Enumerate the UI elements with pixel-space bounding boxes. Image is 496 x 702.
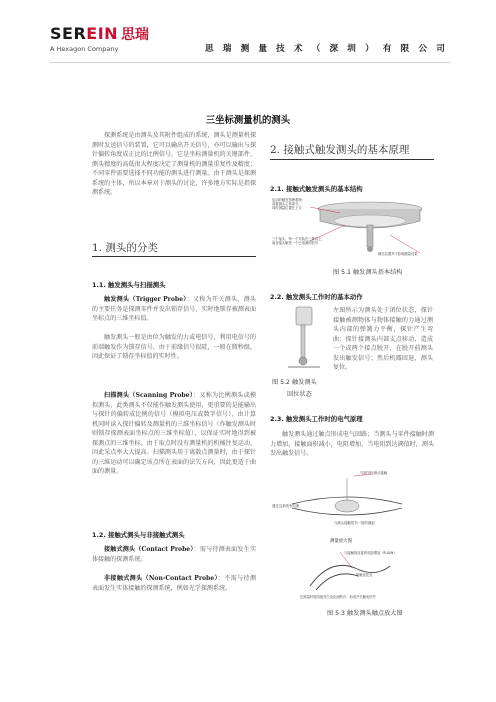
page-title: 三坐标测量机的测头 xyxy=(205,115,291,126)
fig1-label: 前置测头主体部分， xyxy=(272,202,302,207)
figure-5-2-caption-line2: 回位状态 xyxy=(287,391,312,398)
fig4-label: 在测量时电阻值发生变化而断开，形成开关触发信号 xyxy=(300,595,376,599)
section2-3-heading: 2.3. 触发测头工作时的电气原理 xyxy=(270,415,363,423)
trigger-action-paragraph: 左图所示为测头处于闭位状态，探针接触被测物体与物体接触的力通过测头内部的弹簧力平衡，探针产生弯曲；探针接测头内部支点移动，造成一个或两个接点脱开，在脱开前测头发出触发信号；然后机器回退，测头复位。 xyxy=(333,307,433,371)
figure-contact-zoom xyxy=(300,538,435,604)
intro-paragraph: 探测系统是由测头及其附件组成的系统，测头是测量机探测时发送信号的装置，它可以输出开关信号，亦可以输出与探针偏转角度成正比的比例信号，它是坐标测量机的关键部件，测头精度的高低很大程度决定了测量机的测量重复性及精度；不同零件需要选择不同功能的测头进行测量。由于测头是探测系统的主体，所以本章对于测头的讨论，许多地方实际是指探测系统。 xyxy=(92,132,256,196)
company-logo xyxy=(50,24,180,58)
fig3-label: 通过这条线有电流 xyxy=(272,504,300,508)
trigger-signal-paragraph: 触发测头一般是由位为触发的力或电信号，利用电信号的前端触发作为锁存信号。由于前缘信号很陡，一般在微秒级，因此保证了锁存坐标值的实时性。 xyxy=(92,334,256,360)
section1-heading: 1. 测头的分类 xyxy=(92,242,158,254)
section2-1-heading: 2.1. 接触式触发测头的基本结构 xyxy=(270,185,363,193)
figure-electrical xyxy=(272,470,422,532)
fig1-label: 静态位置并不影响测量结果 xyxy=(378,252,418,256)
section1-1-heading: 1.1. 触发测头与扫描测头 xyxy=(92,281,166,289)
section2-heading: 2. 接触式触发测头的基本原理 xyxy=(270,144,410,156)
electrical-principle-paragraph: 触发测头通过触点形成电气回路；当测头与零件接触时测力增加，接触面积减小，电阻增加，当电阻到达阈值时，测头发出触发信号。 xyxy=(270,431,434,457)
section1-rule xyxy=(92,256,256,257)
section2-rule xyxy=(270,159,434,160)
figure-5-2-caption-line1: 图 5.2 触发测头 xyxy=(272,379,317,386)
scanning-probe-paragraph: 扫描测头（Scanning Probe）：又称为比例测头或模拟测头，此类测头不仅能作触发测头使用，更重要的是能输出与探针的偏转成比例的信号（模拟电压或数字信号），由计算机同时读入探针偏转及测量机的三维坐标信号（作触发测头时则锁存探测表面坐标点的三维坐标值），以保证实时地得到被探测点的三维坐标。由于取点时没有测量机的机械往复运动，因此采点率大大提高。扫描测头用于离散点测量时，由于探针的三维运动可以确定该点所在表面的法矢方向，因此更适于曲面的测量。 xyxy=(92,392,257,475)
fig1-label: 同时测量位置在上方 xyxy=(272,206,302,211)
section1-2-heading: 1.2. 接触式测头与非接触式测头 xyxy=(92,531,185,539)
contact-probe-paragraph: 接触式测头（Contact Probe）：需与待测表面发生实体接触的探测系统。 xyxy=(92,546,256,563)
trigger-probe-paragraph: 触发测头（Trigger Probe）：又称为开关测头，测头的主要任务是探测零件并发出锁存信号，实时地锁存被测表面坐标点的三维坐标值。 xyxy=(92,296,257,322)
fig4-label: 接触变化处 xyxy=(356,573,373,577)
fig4-title: 测量放大图 xyxy=(330,539,352,544)
fig3-label: 与测头接触的另一组的测距 xyxy=(334,521,375,525)
fig1-label: 三个接头，每一个安装在三维以上， xyxy=(272,237,325,241)
company-name: 思 瑞 测 量 技 术 （ 深 圳 ） 有 限 公 司 xyxy=(205,44,448,54)
figure-probe-structure xyxy=(270,195,440,257)
figure-5-1-caption: 图 5.1 触发测头基本结构 xyxy=(333,269,403,276)
fig3-label: 与细节检测点接触 xyxy=(360,471,388,475)
logo-subtitle: A Hexagon Company xyxy=(50,45,119,53)
logo-wordmark: SEREIN xyxy=(50,24,119,43)
non-contact-probe-paragraph: 非接触式测头（Non-Contact Probe）：不需与待测表面发生实体接触的探测系统，例如光学探测系统。 xyxy=(92,575,256,592)
figure-probe-action xyxy=(284,305,324,375)
logo-chinese: 思瑞 xyxy=(121,27,150,43)
header-divider xyxy=(50,62,450,63)
fig4-label: 与接触线连接的电阻增加（R-0/W） xyxy=(344,551,397,555)
fig1-label: 运动的触发管理系统： xyxy=(272,198,305,202)
fig1-label: 而各接头触发一个已电源的信号 xyxy=(272,241,319,246)
section2-2-heading: 2.2. 触发测头工作时的基本动作 xyxy=(270,293,363,301)
figure-5-3-caption: 图 5.3 触发测头触点放大图 xyxy=(327,610,403,617)
